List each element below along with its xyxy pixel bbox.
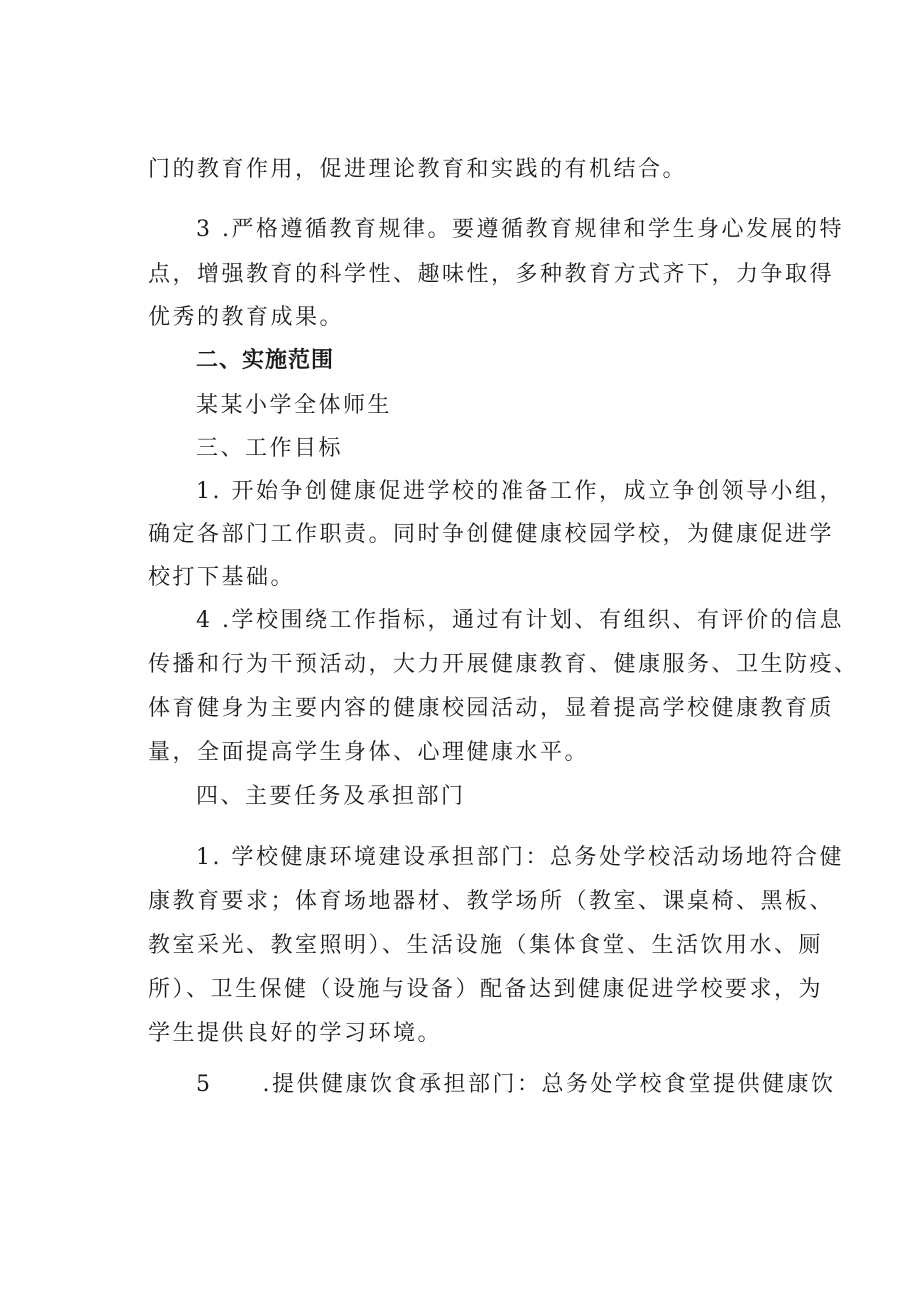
paragraph-line: 优秀的教育成果。: [148, 305, 345, 330]
paragraph-line: 4 .学校围绕工作指标，通过有计划、有组织、有评价的信息: [196, 608, 844, 633]
paragraph-line: 门的教育作用，促进理论教育和实践的有机结合。: [148, 157, 688, 182]
paragraph-line: 1. 学校健康环境建设承担部门：总务处学校活动场地符合健: [196, 845, 844, 870]
paragraph-line: 教室采光、教室照明）、生活设施（集体食堂、生活饮用水、厕: [148, 933, 824, 958]
paragraph-line: 1. 开始争创健康促进学校的准备工作，成立争创领导小组，: [196, 479, 844, 504]
section-heading: 二、实施范围: [196, 348, 335, 373]
paragraph-line: 学生提供良好的学习环境。: [148, 1021, 443, 1046]
list-text: .提供健康饮食承担部门：总务处学校食堂提供健康饮: [262, 1072, 836, 1097]
paragraph-line: [196, 1070, 836, 1100]
paragraph-line: 康教育要求；体育场地器材、教学场所（教室、课桌椅、黑板、: [148, 889, 835, 914]
paragraph-line: 校打下基础。: [148, 565, 296, 590]
section-heading: 三、工作目标: [196, 436, 344, 461]
paragraph-line: 体育健身为主要内容的健康校园活动，显着提高学校健康教育质: [148, 696, 835, 721]
paragraph-line: 传播和行为干预活动，大力开展健康教育、健康服务、卫生防疫、: [148, 652, 859, 677]
paragraph-line: 确定各部门工作职责。同时争创健健康校园学校，为健康促进学: [148, 522, 835, 547]
paragraph-line: 3 .严格遵循教育规律。要遵循教育规律和学生身心发展的特: [196, 217, 844, 242]
paragraph-line: 所）、卫生保健（设施与设备）配备达到健康促进学校要求，为: [148, 977, 824, 1002]
paragraph-line: 量，全面提高学生身体、心理健康水平。: [148, 740, 590, 765]
paragraph-line: 点，增强教育的科学性、趣味性，多种教育方式齐下，力争取得: [148, 262, 835, 287]
list-number: 5: [196, 1072, 213, 1097]
paragraph-line: 某某小学全体师生: [196, 393, 393, 418]
section-heading: 四、主要任务及承担部门: [196, 784, 466, 809]
